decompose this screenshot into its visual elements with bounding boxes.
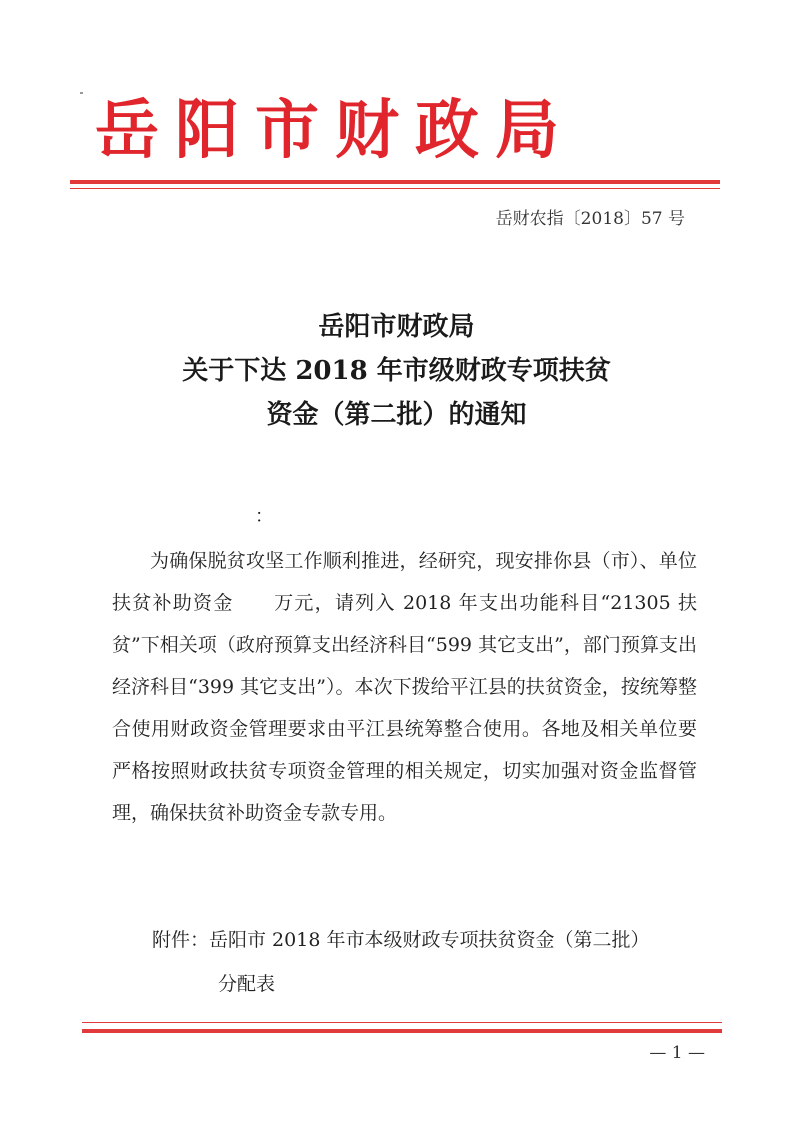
salutation: ： [255, 506, 273, 527]
title-line-2: 关于下达 2018 年市级财政专项扶贫 [182, 356, 611, 386]
agency-header-title: 岳阳市财政局 [95, 94, 575, 168]
document-title [0, 305, 793, 437]
scan-speck [80, 92, 83, 94]
page-number: — 1 — [649, 1043, 705, 1063]
body-paragraph: 为确保脱贫攻坚工作顺利推进，经研究，现安排你县（市）、单位扶贫补助资金 万元，请列入 2018 年支出功能科目“21305 扶贫”下相关项（政府预算支出经济科目“599 其它支出”，部门预算支出经济科目“399 其它支出”）。本次下拨给平江县的扶贫资金，按统筹整合使用财政资金管理要求由平江县统筹整合使用。各地及相关单位要严格按照财政扶贫专项资金管理的相关规定，切实加强对资金监督管理，确保扶贫补助资金专款专用。 [112, 550, 697, 824]
title-line-1: 岳阳市财政局 [318, 312, 475, 342]
header-red-rule-thick [70, 180, 720, 184]
document-number: 岳财农指〔2018〕57 号 [495, 209, 685, 229]
footer-red-rule-thin [82, 1022, 722, 1023]
attachment-note [152, 918, 712, 1006]
header-red-rule-thin [70, 188, 720, 189]
attachment-label: 附件： [152, 929, 210, 951]
attachment-text-continued: 分配表 [218, 973, 276, 995]
title-line-3: 资金（第二批）的通知 [266, 400, 527, 430]
footer-red-rule-thick [82, 1029, 722, 1033]
attachment-text: 岳阳市 2018 年市本级财政专项扶贫资金（第二批） [209, 929, 650, 951]
body-text [112, 540, 697, 834]
